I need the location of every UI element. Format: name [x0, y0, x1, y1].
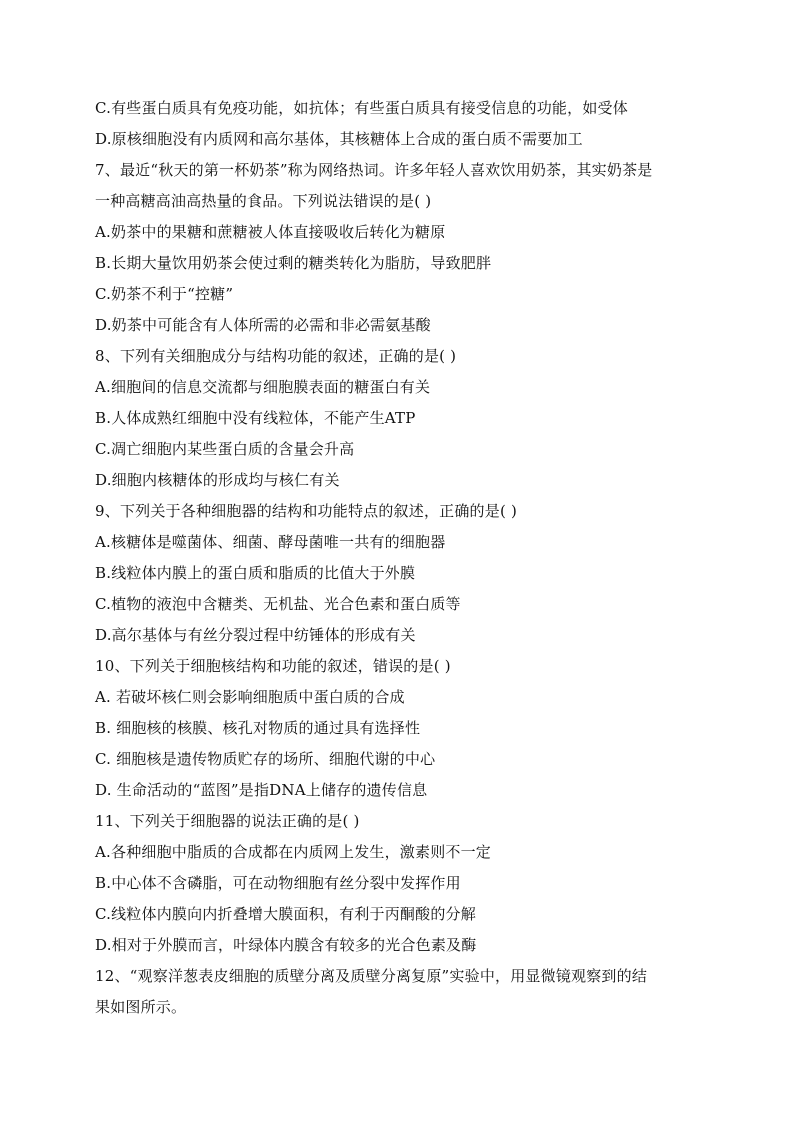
option-b-q10: B. 细胞核的核膜、核孔对物质的通过具有选择性 [95, 719, 421, 737]
question-12-stem: 12、“观察洋葱表皮细胞的质壁分离及质壁分离复原”实验中，用显微镜观察到的结 [95, 967, 648, 985]
option-a-q8: A.细胞间的信息交流都与细胞膜表面的糖蛋白有关 [95, 378, 431, 396]
option-c-q9: C.植物的液泡中含糖类、无机盐、光合色素和蛋白质等 [95, 595, 461, 613]
question-7-stem: 7、最近“秋天的第一杯奶茶”称为网络热词。许多年轻人喜欢饮用奶茶，其实奶茶是 [95, 161, 653, 179]
option-a-q7: A.奶茶中的果糖和蔗糖被人体直接吸收后转化为糖原 [95, 223, 446, 241]
option-a-q9: A.核糖体是噬菌体、细菌、酵母菌唯一共有的细胞器 [95, 533, 446, 551]
question-9-stem: 9、下列关于各种细胞器的结构和功能特点的叙述，正确的是( ) [95, 502, 518, 520]
question-12-stem-cont: 果如图所示。 [95, 998, 187, 1016]
option-c-q8: C.凋亡细胞内某些蛋白质的含量会升高 [95, 440, 355, 458]
option-d-q8: D.细胞内核糖体的形成均与核仁有关 [95, 471, 340, 489]
option-b-q7: B.长期大量饮用奶茶会使过剩的糖类转化为脂肪，导致肥胖 [95, 254, 492, 272]
question-7-stem-cont: 一种高糖高油高热量的食品。下列说法错误的是( ) [95, 192, 432, 210]
question-10-stem: 10、下列关于细胞核结构和功能的叙述，错误的是( ) [95, 657, 451, 675]
option-b-q11: B.中心体不含磷脂，可在动物细胞有丝分裂中发挥作用 [95, 874, 461, 892]
option-d-q11: D.相对于外膜而言，叶绿体内膜含有较多的光合色素及酶 [95, 936, 477, 954]
document-body [95, 93, 705, 1023]
option-d-q6: D.原核细胞没有内质网和高尔基体，其核糖体上合成的蛋白质不需要加工 [95, 130, 583, 148]
option-c-q6: C.有些蛋白质具有免疫功能，如抗体；有些蛋白质具有接受信息的功能，如受体 [95, 99, 628, 117]
option-d-q7: D.奶茶中可能含有人体所需的必需和非必需氨基酸 [95, 316, 431, 334]
question-8-stem: 8、下列有关细胞成分与结构功能的叙述，正确的是( ) [95, 347, 457, 365]
option-a-q11: A.各种细胞中脂质的合成都在内质网上发生，激素则不一定 [95, 843, 492, 861]
question-11-stem: 11、下列关于细胞器的说法正确的是( ) [95, 812, 360, 830]
option-a-q10: A. 若破坏核仁则会影响细胞质中蛋白质的合成 [95, 688, 405, 706]
option-c-q7: C.奶茶不利于“控糖” [95, 285, 234, 303]
option-d-q10: D. 生命活动的“蓝图”是指DNA上储存的遗传信息 [95, 781, 428, 799]
option-c-q10: C. 细胞核是遗传物质贮存的场所、细胞代谢的中心 [95, 750, 436, 768]
option-c-q11: C.线粒体内膜向内折叠增大膜面积，有利于丙酮酸的分解 [95, 905, 476, 923]
option-d-q9: D.高尔基体与有丝分裂过程中纺锤体的形成有关 [95, 626, 416, 644]
option-b-q8: B.人体成熟红细胞中没有线粒体，不能产生ATP [95, 409, 416, 427]
option-b-q9: B.线粒体内膜上的蛋白质和脂质的比值大于外膜 [95, 564, 416, 582]
